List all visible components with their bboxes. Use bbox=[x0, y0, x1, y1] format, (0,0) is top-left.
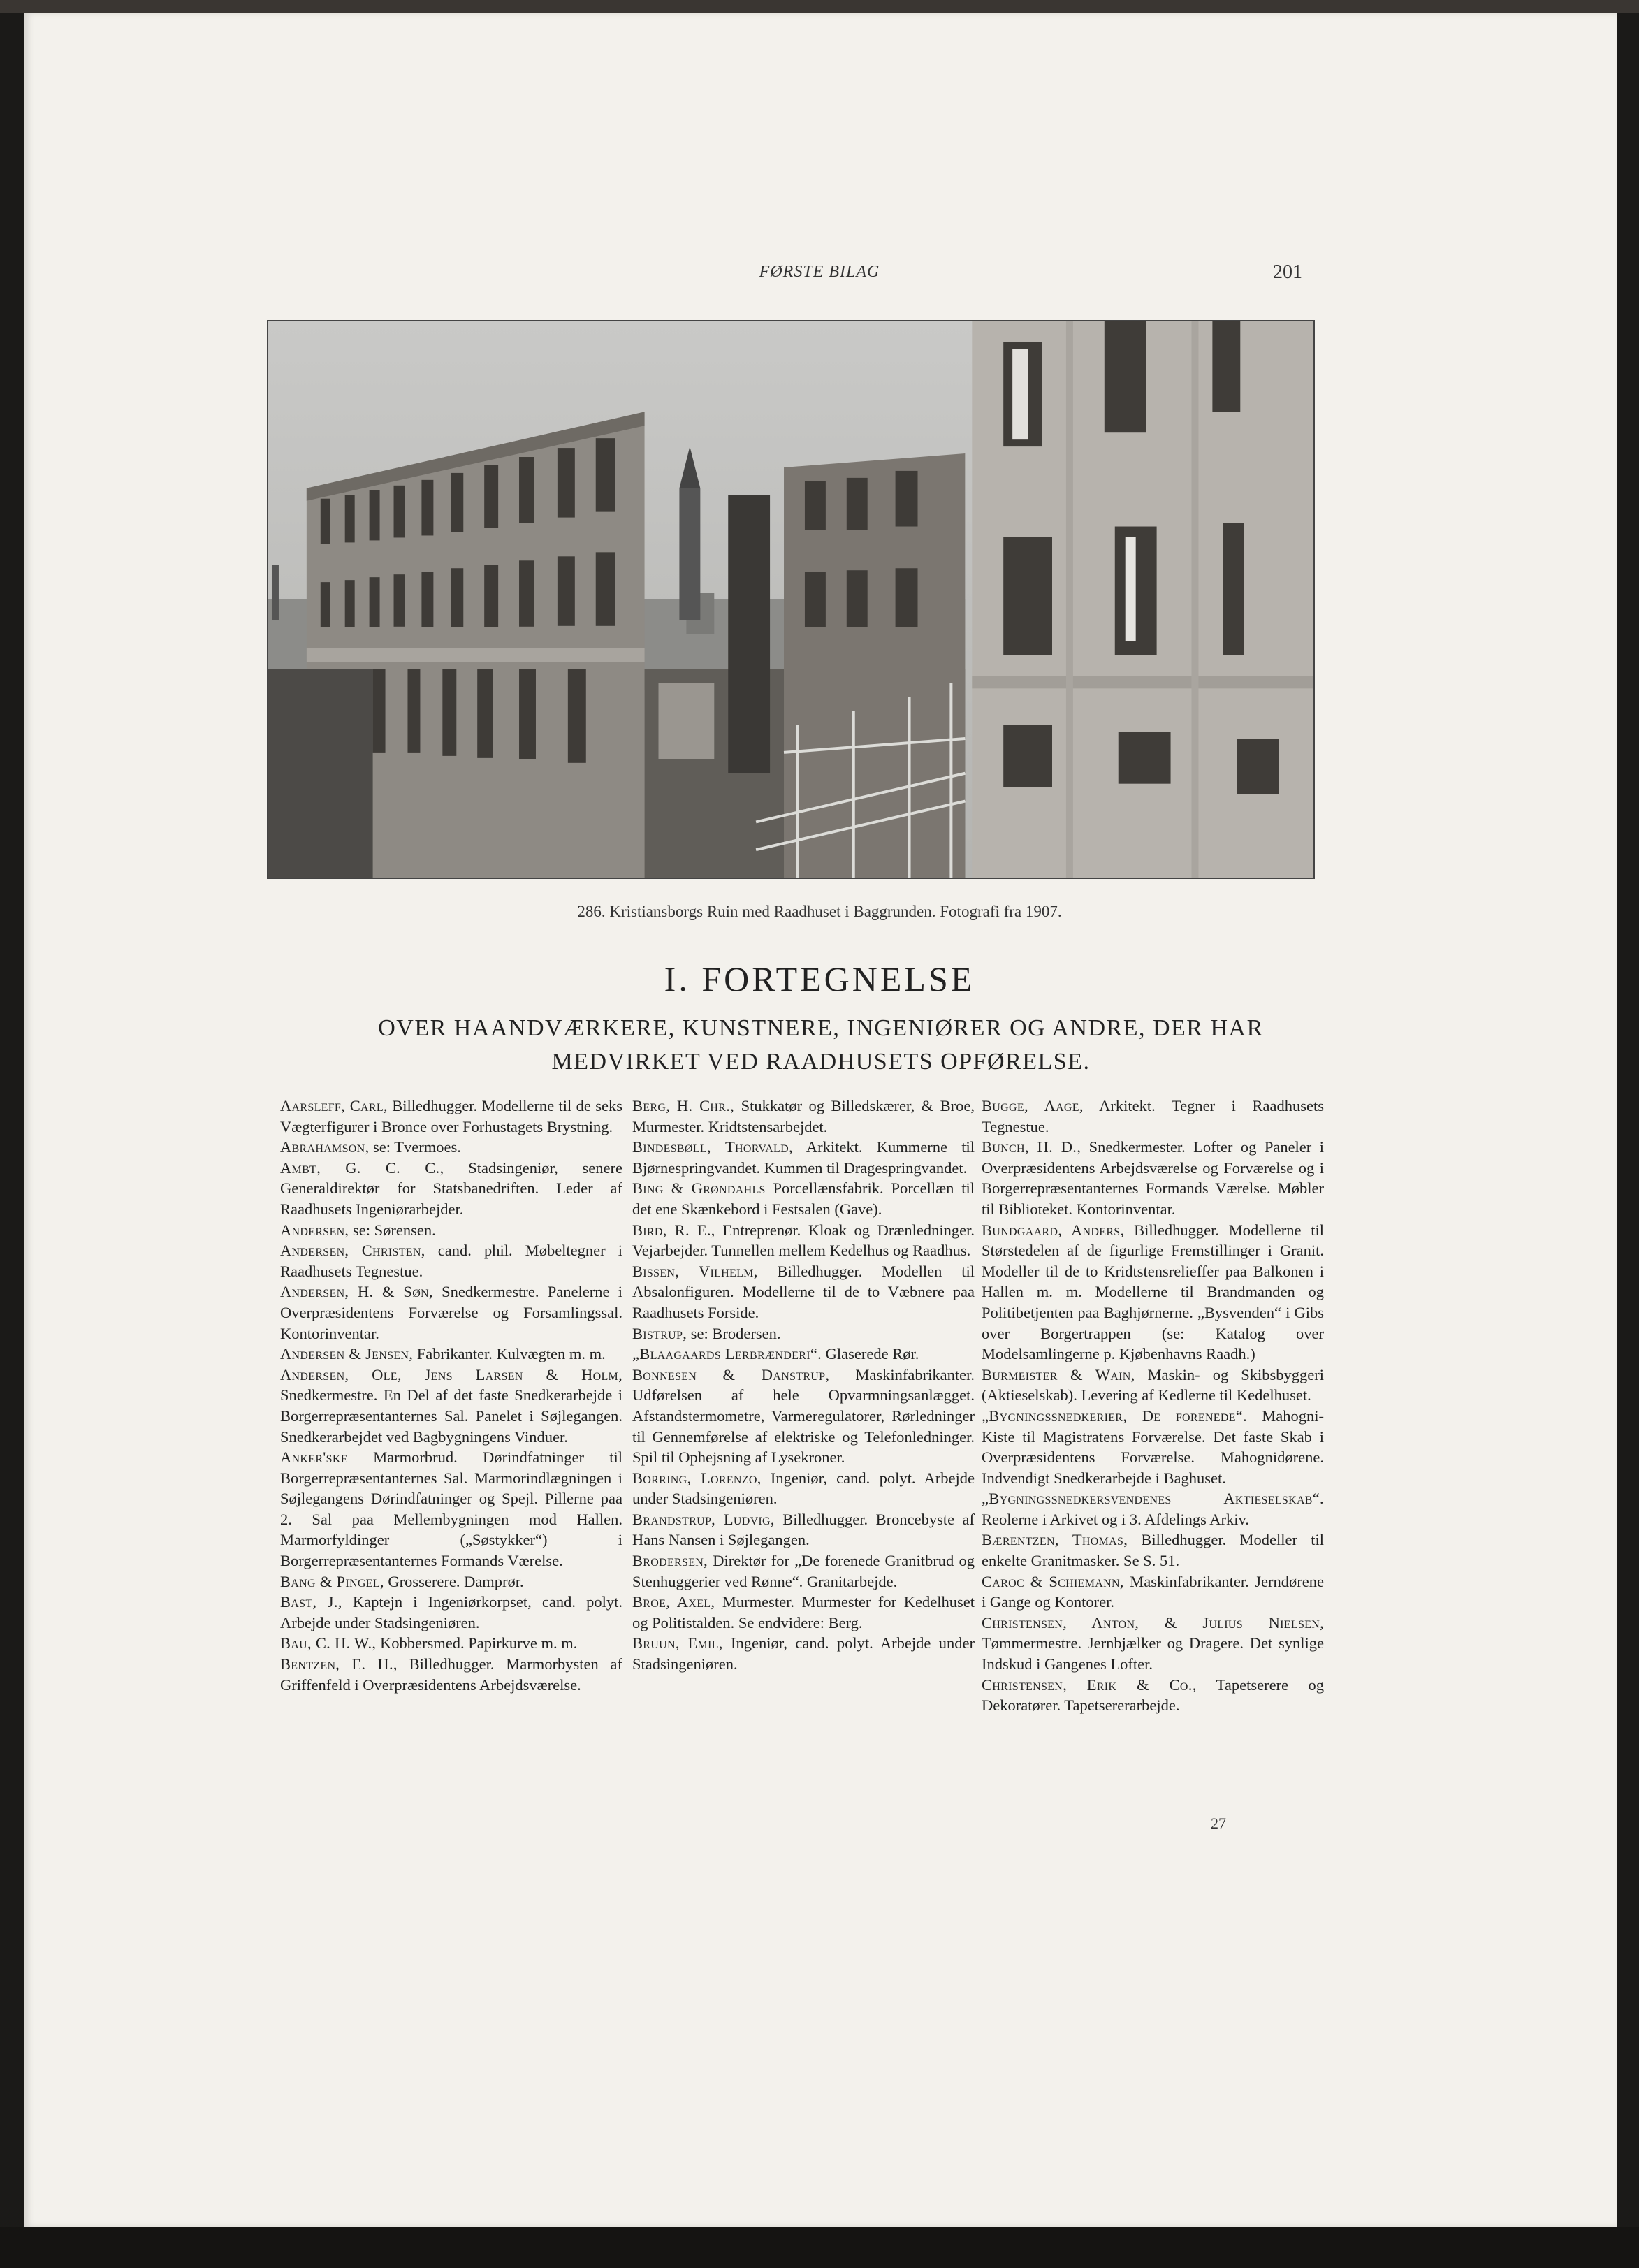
entry: Berg, H. Chr., Stukkatør og Billedskærer, & Broe, Murmester. Kridtstensarbejdet. bbox=[632, 1097, 975, 1135]
entry: Ambt, G. C. C., Stadsingeniør, senere Generaldirektør for Statsbanedriften. Leder af Raadhusets Ingeniørarbejder. bbox=[280, 1158, 623, 1218]
entry: „Bygningssnedkersvendenes Aktieselskab“. Reolerne i Arkivet og i 3. Afdelings Arkiv. bbox=[982, 1490, 1324, 1528]
section-heading: I. FORTEGNELSE bbox=[664, 959, 975, 998]
entry: Bunch, H. D., Snedkermester. Lofter og Paneler i Overpræsidentens Arbejdsværelse og Forværelse og i Borgerrepræsentanternes Formands Værelse. Møbler til Biblioteket. Kontorinventar. bbox=[982, 1138, 1324, 1218]
entry: Bundgaard, Anders, Billedhugger. Modellerne til Størstedelen af de figurlige Fremstillinger i Granit. Modeller til de to Kridtstensrelieffer paa Balkonen i Hallen m. m. Modellerne til Brandmanden og Politibetjenten paa Baghjørnerne. „Bysvenden“ i Gibs over Borgertrappen (se: Katalog over Modelsamlingerne p. Kjøbenhavns Raadh.) bbox=[982, 1221, 1324, 1363]
entry: Borring, Lorenzo, Ingeniør, cand. polyt. Arbejde under Stadsingeniøren. bbox=[632, 1469, 975, 1508]
entry: Andersen, Christen, cand. phil. Møbeltegner i Raadhusets Tegnestue. bbox=[280, 1242, 622, 1280]
entry: Caroc & Schiemann, Maskinfabrikanter. Jerndørene i Gange og Kontorer. bbox=[982, 1572, 1324, 1611]
entry: Andersen, Ole, Jens Larsen & Holm, Snedkermestre. En Del af det faste Snedkerarbejde i Borgerrepræsentanternes Sal. Panelet i Søjlegangen. Snedkerarbejdet ved Bagbygningens Vinduer. bbox=[280, 1365, 622, 1446]
entry: Bruun, Emil, Ingeniør, cand. polyt. Arbejde under Stadsingeniøren. bbox=[632, 1634, 975, 1673]
subheading-line-1: OVER HAANDVÆRKERE, KUNSTNERE, INGENIØRER OG ANDRE, DER HAR bbox=[378, 1015, 1264, 1041]
entry: Abrahamson, se: Tvermoes. bbox=[280, 1138, 461, 1156]
entry: Bindesbøll, Thorvald, Arkitekt. Kummerne til Bjørnespringvandet. Kummen til Dragespringvandet. bbox=[632, 1138, 975, 1177]
signature-mark: 27 bbox=[1211, 1815, 1226, 1832]
figure-caption: 286. Kristiansborgs Ruin med Raadhuset i Baggrunden. Fotografi fra 1907. bbox=[577, 903, 1062, 920]
entry: Brandstrup, Ludvig, Billedhugger. Broncebyste af Hans Nansen i Søjlegangen. bbox=[632, 1510, 975, 1549]
subheading-line-2: MEDVIRKET VED RAADHUSETS OPFØRELSE. bbox=[551, 1049, 1091, 1075]
bottom-edge bbox=[0, 2227, 1639, 2268]
entry: Brodersen, Direktør for „De forenede Granitbrud og Stenhuggerier ved Rønne“. Granitarbejde. bbox=[632, 1552, 975, 1590]
entries-column-3 bbox=[982, 1096, 1324, 1716]
entry: Bing & Grøndahls Porcellænsfabrik. Porcellæn til det ene Skænkebord i Festsalen (Gave). bbox=[632, 1179, 975, 1218]
entry: Andersen & Jensen, Fabrikanter. Kulvægten m. m. bbox=[280, 1345, 606, 1363]
entry: Burmeister & Wain, Maskin- og Skibsbyggeri (Aktieselskab). Levering af Kedlerne til Kedelhuset. bbox=[982, 1365, 1324, 1404]
entry: Bonnesen & Danstrup, Maskinfabrikanter. Udførelsen af hele Opvarmningsanlægget. Afstandstermometre, Varmeregulatorer, Rørledninger til Gennemførelse af elektriske og Telefonledninger. Spil til Ophejsning af Lysekroner. bbox=[632, 1365, 975, 1467]
entry: Bast, J., Kaptejn i Ingeniørkorpset, cand. polyt. Arbejde under Stadsingeniøren. bbox=[280, 1593, 622, 1631]
entry: „Blaagaards Lerbrænderi“. Glaserede Rør. bbox=[632, 1345, 919, 1363]
entry: Bistrup, se: Brodersen. bbox=[632, 1324, 781, 1342]
page-number: 201 bbox=[1273, 261, 1302, 283]
entry: Bau, C. H. W., Kobbersmed. Papirkurve m. m. bbox=[280, 1634, 578, 1652]
entry: Bentzen, E. H., Billedhugger. Marmorbysten af Griffenfeld i Overpræsidentens Arbejdsværelse. bbox=[280, 1655, 622, 1694]
ruin-photograph bbox=[267, 320, 1315, 879]
section-subheading bbox=[265, 1012, 1376, 1079]
entry: Bird, R. E., Entreprenør. Kloak og Drænledninger. Vejarbejder. Tunnellen mellem Kedelhus og Raadhus. bbox=[632, 1221, 975, 1260]
entry: Bang & Pingel, Grosserere. Damprør. bbox=[280, 1572, 524, 1590]
entries-column-1 bbox=[280, 1096, 622, 1695]
running-head: FØRSTE BILAG bbox=[759, 263, 880, 281]
entry: Broe, Axel, Murmester. Murmester for Kedelhuset og Politistalden. Se endvidere: Berg. bbox=[632, 1593, 975, 1631]
entry: Aarsleff, Carl, Billedhugger. Modellerne til de seks Vægterfigurer i Bronce over Forhustagets Brystning. bbox=[280, 1097, 622, 1135]
entry: Bissen, Vilhelm, Billedhugger. Modellen til Absalonfiguren. Modellerne til de to Væbnere paa Raadhusets Forside. bbox=[632, 1262, 975, 1321]
entry: Anker'ske Marmorbrud. Dørindfatninger til Borgerrepræsentanternes Sal. Marmorindlægningen i Søjlegangens Dørindfatninger og Spejl. Pillerne paa 2. Sal paa Mellembygningen mod Hallen. Marmorfyldinger („Søstykker“) i Borgerrepræsentanternes Formands Værelse. bbox=[280, 1448, 622, 1570]
photograph-illustration bbox=[268, 321, 1313, 878]
entries-column-2 bbox=[632, 1096, 975, 1675]
entry: Andersen, H. & Søn, Snedkermestre. Panelerne i Overpræsidentens Forværelse og Forsamlingssal. Kontorinventar. bbox=[280, 1283, 622, 1342]
entry: Christensen, Anton, & Julius Nielsen, Tømmermestre. Jernbjælker og Dragere. Det synlige Indskud i Gangenes Lofter. bbox=[982, 1613, 1324, 1673]
top-edge bbox=[0, 0, 1639, 13]
entry: Christensen, Erik & Co., Tapetserere og Dekoratører. Tapetsererarbejde. bbox=[982, 1675, 1324, 1715]
entry: Andersen, se: Sørensen. bbox=[280, 1221, 436, 1239]
entry: Bugge, Aage, Arkitekt. Tegner i Raadhusets Tegnestue. bbox=[982, 1097, 1324, 1135]
entry: „Bygningssnedkerier, De forenede“. Mahogni-Kiste til Magistratens Forværelse. Det faste Skab i Overpræsidentens Forværelse. Mahognidørene. Indvendigt Snedkerarbejde i Baghuset. bbox=[982, 1406, 1324, 1487]
entry: Bærentzen, Thomas, Billedhugger. Modeller til enkelte Granitmasker. Se S. 51. bbox=[982, 1531, 1324, 1570]
